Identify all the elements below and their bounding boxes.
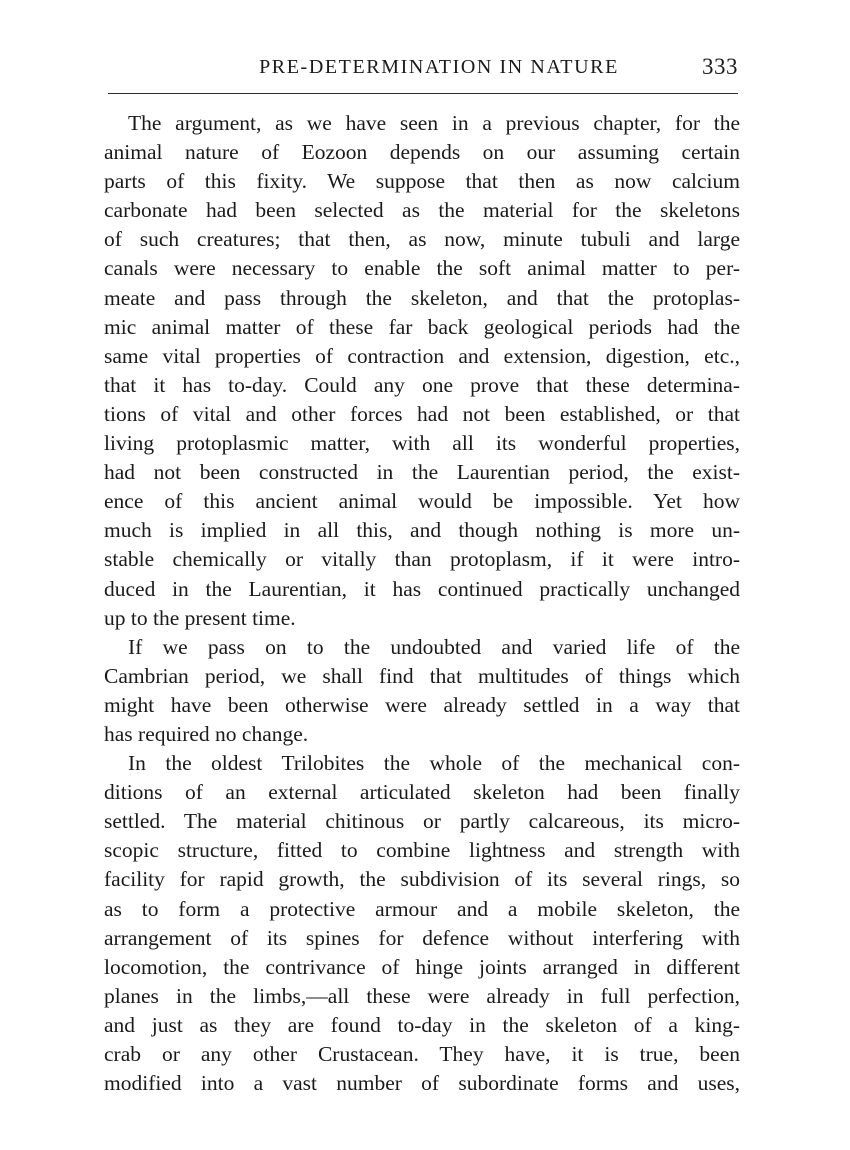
text-line: locomotion, the contrivance of hinge joints arranged in different <box>104 954 740 979</box>
text-line: up to the present time. <box>104 605 296 630</box>
text-line: might have been otherwise were already settled in a way that <box>104 692 740 717</box>
text-line: as to form a protective armour and a mobile skeleton, the <box>104 896 740 921</box>
text-line: mic animal matter of these far back geological periods had the <box>104 314 740 339</box>
text-line: The argument, as we have seen in a previous chapter, for the <box>128 111 740 135</box>
text-line: and just as they are found to-day in the skeleton of a king- <box>104 1012 740 1037</box>
text-line: In the oldest Trilobites the whole of the mechanical con- <box>128 751 740 776</box>
text-line: modified into a vast number of subordinate forms and uses, <box>104 1071 740 1096</box>
text-line: ence of this ancient animal would be impossible. Yet how <box>104 489 740 514</box>
text-line: arrangement of its spines for defence without interfering with <box>104 925 740 950</box>
page-number: 333 <box>702 54 738 79</box>
header-rule <box>108 93 738 94</box>
running-head <box>104 52 738 84</box>
text-line: same vital properties of contraction and extension, digestion, etc., <box>104 343 740 368</box>
text-line: If we pass on to the undoubted and varied life of the <box>128 634 740 659</box>
text-line: parts of this fixity. We suppose that then as now calcium <box>104 169 740 194</box>
body-text <box>104 109 740 1098</box>
text-line: living protoplasmic matter, with all its wonderful properties, <box>104 431 740 456</box>
text-line: tions of vital and other forces had not been established, or that <box>104 401 740 426</box>
text-line: settled. The material chitinous or partly calcareous, its micro- <box>104 809 740 834</box>
text-line: duced in the Laurentian, it has continued practically unchanged <box>104 576 740 601</box>
text-line: ditions of an external articulated skeleton had been finally <box>104 780 740 805</box>
text-line: much is implied in all this, and though nothing is more un- <box>104 518 740 543</box>
text-line: crab or any other Crustacean. They have, it is true, been <box>104 1042 740 1066</box>
text-line: that it has to-day. Could any one prove that these determina- <box>104 372 740 397</box>
text-line: animal nature of Eozoon depends on our assuming certain <box>104 140 740 165</box>
text-line: of such creatures; that then, as now, minute tubuli and large <box>104 227 740 252</box>
text-line: meate and pass through the skeleton, and that the protoplas- <box>104 285 740 310</box>
running-title: PRE-DETERMINATION IN NATURE <box>259 56 619 78</box>
text-line: scopic structure, fitted to combine lightness and strength with <box>104 838 740 863</box>
text-line: had not been constructed in the Laurentian period, the exist- <box>104 460 740 485</box>
text-line: carbonate had been selected as the material for the skeletons <box>104 198 740 223</box>
text-line: Cambrian period, we shall find that multitudes of things which <box>104 663 740 688</box>
text-line: facility for rapid growth, the subdivision of its several rings, so <box>104 867 740 892</box>
text-line: planes in the limbs,—all these were already in full perfection, <box>104 983 740 1008</box>
text-line: has required no change. <box>104 721 309 746</box>
text-line: stable chemically or vitally than protoplasm, if it were intro- <box>104 547 740 572</box>
text-line: canals were necessary to enable the soft animal matter to per- <box>104 256 740 281</box>
